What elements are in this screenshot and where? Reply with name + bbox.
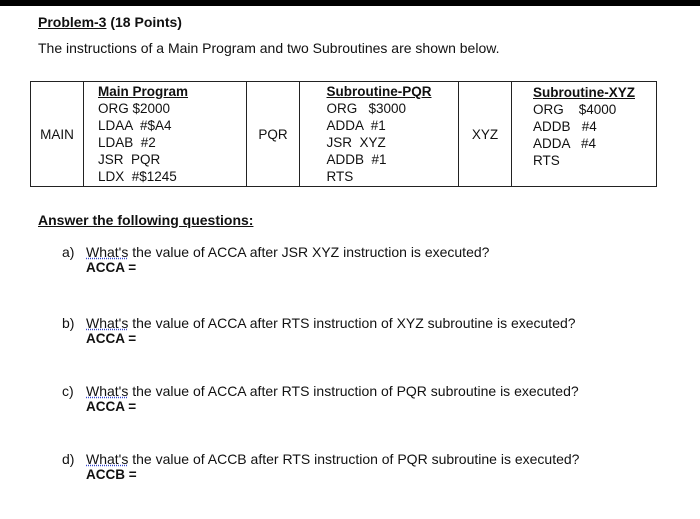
main-program-cell bbox=[84, 82, 247, 187]
xyz-line-3: ADDA #4 bbox=[533, 136, 597, 151]
xyz-line-4: RTS bbox=[533, 153, 560, 168]
xyz-line-2: ADDB #4 bbox=[533, 119, 597, 134]
main-label-cell bbox=[31, 82, 84, 187]
answer-register: ACCA = bbox=[86, 399, 137, 414]
question-letter: c) bbox=[62, 383, 74, 399]
question-text: the value of ACCA after JSR XYZ instruction is executed? bbox=[128, 244, 490, 260]
question-whats: What's bbox=[86, 315, 129, 331]
xyz-line-1: ORG $4000 bbox=[533, 102, 617, 117]
pqr-label: PQR bbox=[258, 126, 288, 142]
question-d bbox=[62, 451, 579, 482]
main-line-3: LDAB #2 bbox=[98, 135, 156, 150]
xyz-subroutine-cell bbox=[512, 82, 657, 187]
main-line-5: LDX #$1245 bbox=[98, 169, 177, 184]
question-b bbox=[62, 315, 576, 346]
question-c bbox=[62, 383, 579, 414]
question-text: the value of ACCA after RTS instruction of XYZ subroutine is executed? bbox=[128, 315, 576, 331]
top-border bbox=[0, 0, 700, 6]
xyz-subroutine-title: Subroutine-XYZ bbox=[533, 85, 635, 100]
pqr-line-3: JSR XYZ bbox=[326, 135, 386, 150]
question-text: the value of ACCA after RTS instruction of PQR subroutine is executed? bbox=[128, 383, 579, 399]
main-line-4: JSR PQR bbox=[98, 152, 161, 167]
problem-points: (18 Points) bbox=[106, 14, 182, 30]
question-text: the value of ACCB after RTS instruction of PQR subroutine is executed? bbox=[128, 451, 580, 467]
problem-label: Problem-3 bbox=[38, 14, 107, 30]
pqr-subroutine-title: Subroutine-PQR bbox=[326, 84, 432, 99]
main-label: MAIN bbox=[40, 126, 74, 142]
program-table bbox=[30, 81, 657, 187]
pqr-label-cell bbox=[247, 82, 300, 187]
question-letter: a) bbox=[62, 244, 75, 260]
pqr-line-1: ORG $3000 bbox=[326, 101, 407, 116]
question-whats: What's bbox=[86, 244, 129, 260]
pqr-line-2: ADDA #1 bbox=[326, 118, 386, 133]
main-line-2: LDAA #$A4 bbox=[98, 118, 172, 133]
answer-register: ACCB = bbox=[86, 467, 137, 482]
problem-intro: The instructions of a Main Program and two Subroutines are shown below. bbox=[38, 40, 500, 56]
question-a bbox=[62, 244, 489, 275]
pqr-subroutine-cell bbox=[300, 82, 459, 187]
main-program-title: Main Program bbox=[98, 84, 189, 99]
answers-heading: Answer the following questions: bbox=[38, 212, 254, 228]
answer-register: ACCA = bbox=[86, 260, 137, 275]
question-whats: What's bbox=[86, 383, 129, 399]
xyz-label-cell bbox=[459, 82, 512, 187]
xyz-label: XYZ bbox=[471, 126, 499, 142]
question-whats: What's bbox=[86, 451, 129, 467]
main-line-1: ORG $2000 bbox=[98, 101, 171, 116]
question-letter: b) bbox=[62, 315, 75, 331]
question-letter: d) bbox=[62, 451, 75, 467]
pqr-line-4: ADDB #1 bbox=[326, 152, 387, 167]
answer-register: ACCA = bbox=[86, 331, 137, 346]
problem-title bbox=[38, 14, 182, 30]
pqr-line-5: RTS bbox=[326, 169, 354, 184]
